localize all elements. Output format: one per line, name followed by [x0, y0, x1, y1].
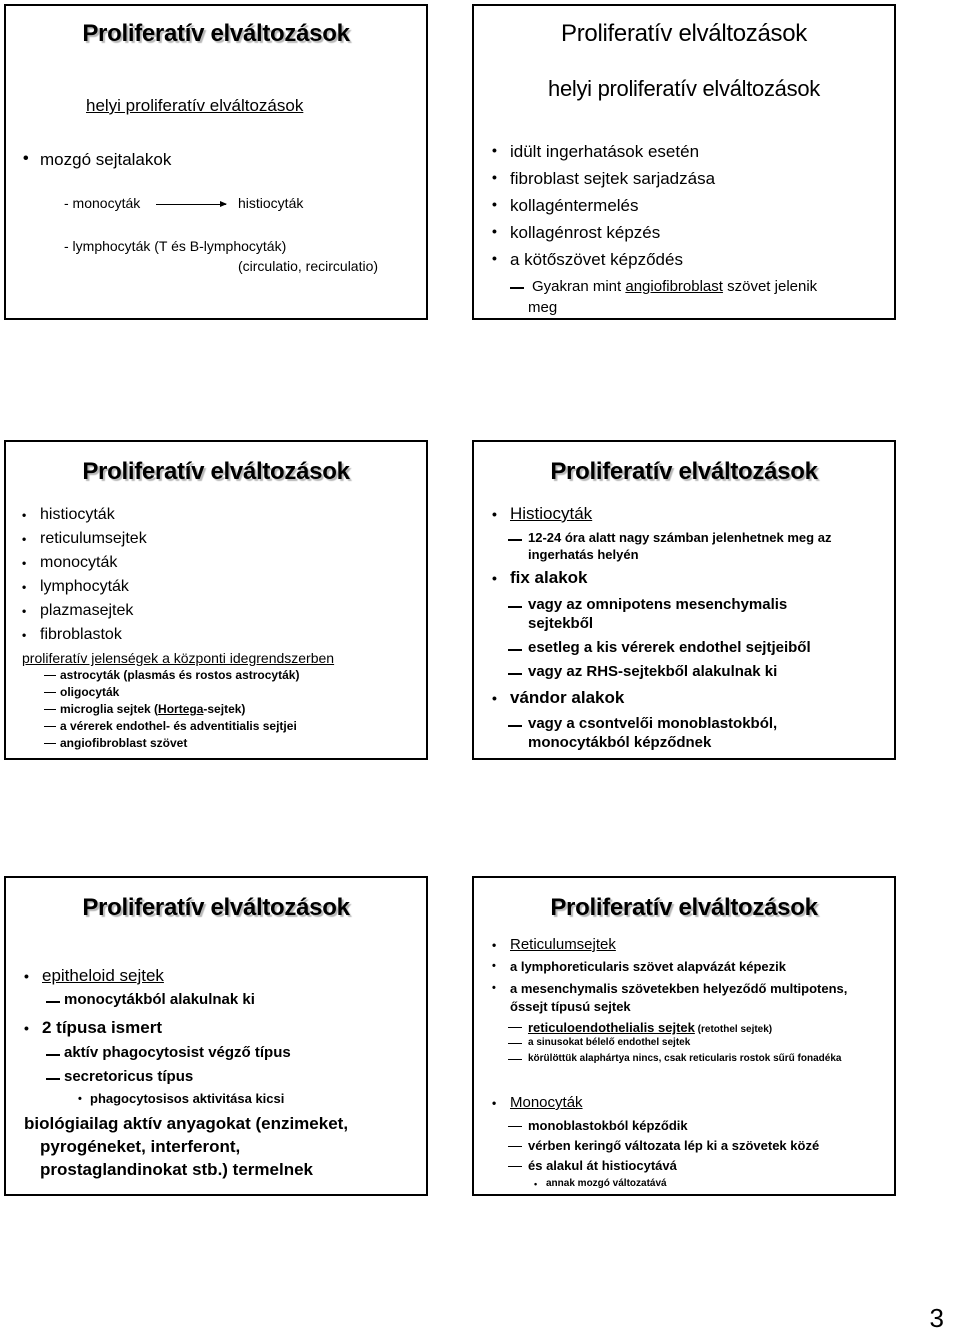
page-number: 3 [929, 1303, 944, 1333]
bullet-dot: • [492, 982, 496, 994]
sub-item: és alakul át histiocytává [528, 1158, 677, 1173]
slide-subtitle: helyi proliferatív elváltozások [86, 96, 304, 115]
dash-marker [508, 1126, 522, 1127]
slide-title: Proliferatív elváltozások [82, 458, 350, 485]
bullet-dot: • [534, 1179, 538, 1189]
bullet-dot: • [492, 960, 496, 972]
bullet-dot: • [78, 1093, 82, 1105]
dash-marker [508, 725, 522, 727]
dash-marker [46, 1001, 60, 1003]
bullet-text: mozgó sejtalakok [40, 150, 172, 169]
sub-item: körülöttük alaphártya nincs, csak reticularis rostok sűrű fonadéka [528, 1053, 842, 1064]
dash-marker [510, 287, 524, 289]
list-item: a mesenchymalis szövetekben helyeződő multipotens, [510, 981, 848, 996]
list-item: lymphocyták [40, 578, 129, 595]
list-item: fibroblast sejtek sarjadzása [510, 169, 716, 188]
bullet-heading: 2 típusa ismert [42, 1018, 162, 1037]
arrow-icon [156, 204, 226, 205]
sub-item: monoblastokból képződik [528, 1118, 688, 1133]
list-item: fibroblastok [40, 626, 122, 643]
bullet-dot: • [492, 142, 497, 158]
sub-item: astrocyták (plasmás és rostos astrocyták) [60, 668, 300, 682]
bullet-heading: Monocyták [510, 1094, 583, 1111]
bullet-dot: • [492, 938, 497, 952]
sub-item: a vérerek endothel- és adventitialis sejtjei [60, 719, 297, 733]
bullet-dot: • [22, 532, 27, 546]
list-item: reticulumsejtek [40, 530, 147, 547]
slide-4 [472, 440, 896, 760]
slide-3 [4, 440, 428, 760]
slide-1 [4, 4, 428, 320]
bullet-dot: • [24, 1020, 29, 1036]
list-item: idült ingerhatások esetén [510, 142, 700, 161]
circulatio-line: (circulatio, recirculatio) [238, 258, 379, 274]
bullet-dot: • [492, 570, 497, 586]
sub-item: secretoricus típus [64, 1068, 194, 1085]
dash-marker [508, 673, 522, 675]
list-item: plazmasejtek [40, 602, 134, 619]
dash-marker [508, 606, 522, 608]
dash-marker [46, 1078, 60, 1080]
slide-6 [472, 876, 896, 1196]
sub-item-cont: ingerhatás helyén [528, 547, 639, 562]
slide-5 [4, 876, 428, 1196]
bullet-heading: Reticulumsejtek [510, 936, 616, 953]
dash-marker [508, 1166, 522, 1167]
bullet-dot: • [22, 628, 27, 642]
bullet-dot: • [492, 506, 497, 522]
list-item: a kötőszövet képződés [510, 250, 683, 269]
slide-title: Proliferatív elváltozások [82, 20, 350, 47]
sub-item-cont: sejtekből [528, 615, 594, 632]
sub-item: angiofibroblast szövet [60, 736, 188, 750]
slide-title: Proliferatív elváltozások [561, 20, 807, 47]
monocyta-label: - monocyták [64, 195, 141, 211]
paragraph-line: biológiailag aktív anyagokat (enzimeket, [24, 1114, 349, 1133]
bullet-dot: • [492, 196, 497, 212]
sub-item: 12-24 óra alatt nagy számban jelenhetnek meg az [528, 530, 832, 545]
dash-marker [44, 743, 56, 744]
sub-item: aktív phagocytosist végző típus [64, 1044, 291, 1061]
list-item: monocyták [40, 554, 118, 571]
bullet-dot: • [492, 1096, 497, 1110]
slide-2 [472, 4, 896, 320]
sub-sub-item: phagocytosisos aktivitása kicsi [90, 1091, 285, 1106]
bullet-dot: • [23, 150, 29, 167]
sub-item: vagy az RHS-sejtekből alakulnak ki [528, 663, 778, 680]
histiocyta-label: histiocyták [238, 195, 304, 211]
sub-item: esetleg a kis vérerek endothel sejtjeiből [528, 639, 811, 656]
sub-item: a sinusokat bélelő endothel sejtek [528, 1037, 691, 1048]
dash-marker [508, 1027, 522, 1028]
list-item-cont: őssejt típusú sejtek [510, 999, 631, 1014]
bullet-dot: • [492, 690, 497, 706]
dash-marker [508, 1059, 522, 1060]
slide-title: Proliferatív elváltozások [550, 894, 818, 921]
sub-item: vagy a csontvelői monoblastokból, [528, 715, 778, 732]
slide-subtitle: helyi proliferatív elváltozások [548, 76, 820, 101]
dash-marker [44, 675, 56, 676]
list-item: histiocyták [40, 506, 115, 523]
dash-marker [508, 1043, 522, 1044]
slide-title: Proliferatív elváltozások [82, 894, 350, 921]
bullet-heading: epitheloid sejtek [42, 966, 164, 985]
dash-marker [508, 1146, 522, 1147]
sub-item: vagy az omnipotens mesenchymalis [528, 596, 788, 613]
bullet-dot: • [22, 508, 27, 522]
sub-item: vérben keringő változata lép ki a szövetek közé [528, 1138, 820, 1153]
lymphocyta-line: - lymphocyták (T és B-lymphocyták) [64, 238, 287, 254]
sub-item: reticuloendothelialis sejtek (retothel sejtek) [528, 1020, 773, 1035]
bullet-dot: • [492, 250, 497, 266]
list-item: a lymphoreticularis szövet alapvázát képezik [510, 959, 787, 974]
list-item: kollagéntermelés [510, 196, 639, 215]
bullet-dot: • [492, 169, 497, 185]
paragraph-line: pyrogéneket, interferont, [40, 1137, 241, 1156]
bullet-dot: • [22, 556, 27, 570]
sub-item: monocytákból alakulnak ki [64, 991, 255, 1008]
dash-marker [508, 649, 522, 651]
paragraph-line: prostaglandinokat stb.) termelnek [40, 1160, 313, 1179]
sub-item: microglia sejtek (Hortega-sejtek) [60, 702, 246, 716]
bullet-dot: • [492, 223, 497, 239]
dash-marker [44, 692, 56, 693]
sub-item: Gyakran mint angiofibroblast szövet jelenik [532, 278, 818, 295]
dash-marker [46, 1054, 60, 1056]
dash-marker [44, 726, 56, 727]
bullet-heading: Histiocyták [510, 504, 593, 523]
bullet-heading: fix alakok [510, 568, 588, 587]
dash-marker [44, 709, 56, 710]
section-heading: proliferatív jelenségek a központi idegrendszerben [22, 650, 335, 666]
list-item: kollagénrost képzés [510, 223, 661, 242]
dash-marker [508, 539, 522, 541]
bullet-dot: • [24, 968, 29, 984]
sub-item-cont: monocytákból képződnek [528, 734, 712, 751]
bullet-dot: • [22, 604, 27, 618]
sub-sub-item: annak mozgó változatává [546, 1178, 667, 1189]
sub-item: oligocyták [60, 685, 120, 699]
slide-title: Proliferatív elváltozások [550, 458, 818, 485]
sub-item-cont: meg [528, 299, 558, 316]
bullet-dot: • [22, 580, 27, 594]
bullet-heading: vándor alakok [510, 688, 625, 707]
